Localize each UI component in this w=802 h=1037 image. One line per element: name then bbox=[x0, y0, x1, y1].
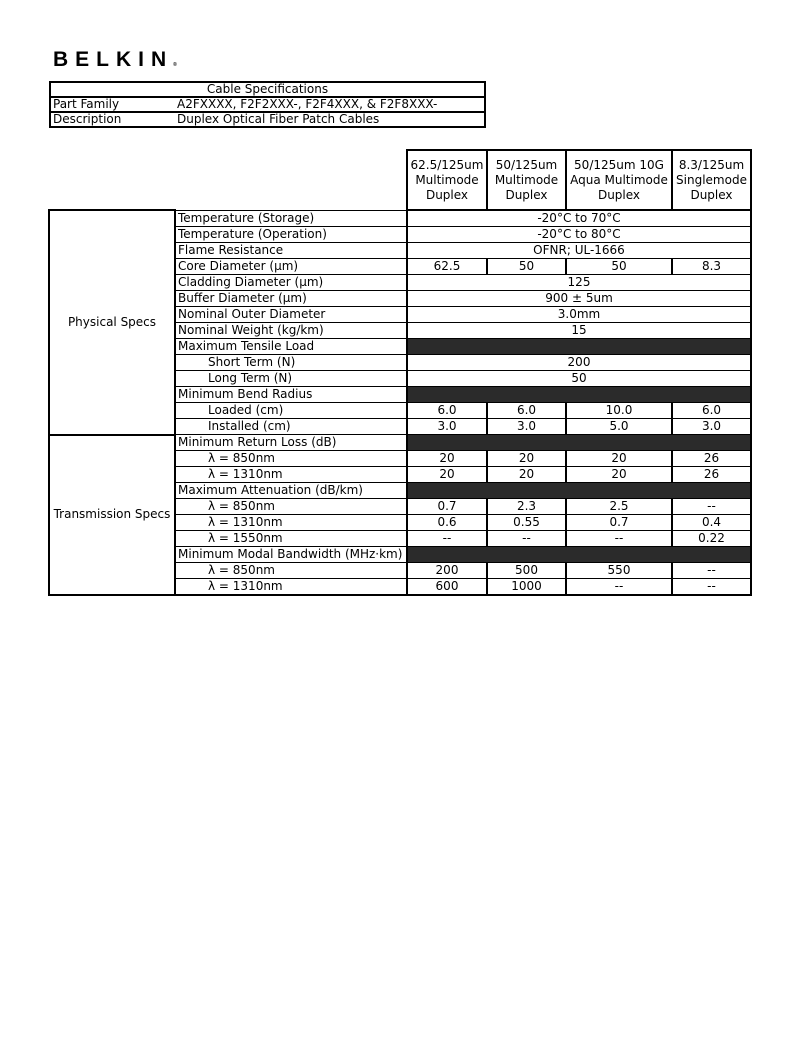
cell-value: 600 bbox=[407, 579, 487, 596]
cell-value: 3.0 bbox=[487, 419, 566, 435]
cell-value: 3.0 bbox=[672, 419, 751, 435]
row-label: Installed (cm) bbox=[175, 419, 407, 435]
row-label: λ = 1310nm bbox=[175, 579, 407, 596]
row-label: Temperature (Operation) bbox=[175, 227, 407, 243]
cell-value: 20 bbox=[566, 451, 672, 467]
section-label: Physical Specs bbox=[49, 210, 175, 435]
cell-value: 20 bbox=[407, 467, 487, 483]
cell-value: -- bbox=[672, 563, 751, 579]
cell-value: 0.7 bbox=[566, 515, 672, 531]
row-label: Minimum Modal Bandwidth (MHz·km) bbox=[175, 547, 407, 563]
cell-value: 1000 bbox=[487, 579, 566, 596]
cell-value: 62.5 bbox=[407, 259, 487, 275]
row-label: λ = 850nm bbox=[175, 451, 407, 467]
cell-value: 20 bbox=[487, 451, 566, 467]
belkin-logo: BELKIN® bbox=[53, 48, 177, 71]
cell-value: 20 bbox=[566, 467, 672, 483]
description-label: Description bbox=[50, 112, 175, 127]
row-label: Nominal Weight (kg/km) bbox=[175, 323, 407, 339]
cell-value: 2.5 bbox=[566, 499, 672, 515]
cell-value: 50 bbox=[487, 259, 566, 275]
row-label: Long Term (N) bbox=[175, 371, 407, 387]
cell-value: 6.0 bbox=[407, 403, 487, 419]
cell-value: 26 bbox=[672, 451, 751, 467]
cell-value: 5.0 bbox=[566, 419, 672, 435]
table-row bbox=[49, 210, 751, 227]
cell-value: 6.0 bbox=[487, 403, 566, 419]
spanning-value: 3.0mm bbox=[407, 307, 751, 323]
cell-value: 50 bbox=[566, 259, 672, 275]
row-label: λ = 850nm bbox=[175, 563, 407, 579]
row-label: Maximum Tensile Load bbox=[175, 339, 407, 355]
group-header-fill bbox=[407, 387, 751, 403]
group-header-fill bbox=[407, 547, 751, 563]
cell-value: -- bbox=[487, 531, 566, 547]
cell-value: -- bbox=[407, 531, 487, 547]
cell-value: 0.55 bbox=[487, 515, 566, 531]
row-label: λ = 1310nm bbox=[175, 467, 407, 483]
spanning-value: 200 bbox=[407, 355, 751, 371]
group-header-fill bbox=[407, 435, 751, 451]
cell-value: 0.7 bbox=[407, 499, 487, 515]
column-header: 50/125um 10G Aqua Multimode Duplex bbox=[566, 150, 672, 210]
column-header: 8.3/125um Singlemode Duplex bbox=[672, 150, 751, 210]
row-label: Short Term (N) bbox=[175, 355, 407, 371]
row-label: Loaded (cm) bbox=[175, 403, 407, 419]
section-label: Transmission Specs bbox=[49, 435, 175, 596]
cell-value: -- bbox=[566, 531, 672, 547]
cell-value: 0.6 bbox=[407, 515, 487, 531]
cell-value: 500 bbox=[487, 563, 566, 579]
row-label: λ = 1550nm bbox=[175, 531, 407, 547]
cell-value: -- bbox=[672, 579, 751, 596]
cell-value: 3.0 bbox=[407, 419, 487, 435]
group-header-fill bbox=[407, 339, 751, 355]
row-label: Maximum Attenuation (dB/km) bbox=[175, 483, 407, 499]
spanning-value: 900 ± 5um bbox=[407, 291, 751, 307]
spanning-value: -20°C to 70°C bbox=[407, 210, 751, 227]
spanning-value: 50 bbox=[407, 371, 751, 387]
spanning-value: OFNR; UL-1666 bbox=[407, 243, 751, 259]
cell-value: 200 bbox=[407, 563, 487, 579]
row-label: Buffer Diameter (µm) bbox=[175, 291, 407, 307]
blank-corner bbox=[49, 150, 407, 210]
cell-value: 0.4 bbox=[672, 515, 751, 531]
column-header: 50/125um Multimode Duplex bbox=[487, 150, 566, 210]
cell-value: 8.3 bbox=[672, 259, 751, 275]
cell-value: 26 bbox=[672, 467, 751, 483]
group-header-fill bbox=[407, 483, 751, 499]
cell-value: 10.0 bbox=[566, 403, 672, 419]
part-family-value: A2FXXXX, F2F2XXX-, F2F4XXX, & F2F8XXX- bbox=[175, 97, 485, 112]
row-label: Core Diameter (µm) bbox=[175, 259, 407, 275]
cell-value: 0.22 bbox=[672, 531, 751, 547]
row-label: Minimum Return Loss (dB) bbox=[175, 435, 407, 451]
cell-value: 6.0 bbox=[672, 403, 751, 419]
description-value: Duplex Optical Fiber Patch Cables bbox=[175, 112, 485, 127]
specifications-table bbox=[48, 149, 752, 596]
row-label: Cladding Diameter (µm) bbox=[175, 275, 407, 291]
column-header: 62.5/125um Multimode Duplex bbox=[407, 150, 487, 210]
spanning-value: 15 bbox=[407, 323, 751, 339]
cable-spec-header bbox=[49, 81, 486, 128]
cell-value: -- bbox=[566, 579, 672, 596]
row-label: λ = 1310nm bbox=[175, 515, 407, 531]
row-label: Flame Resistance bbox=[175, 243, 407, 259]
table-row bbox=[49, 435, 751, 451]
cell-value: 20 bbox=[407, 451, 487, 467]
cell-value: -- bbox=[672, 499, 751, 515]
cell-value: 550 bbox=[566, 563, 672, 579]
spanning-value: 125 bbox=[407, 275, 751, 291]
spanning-value: -20°C to 80°C bbox=[407, 227, 751, 243]
row-label: λ = 850nm bbox=[175, 499, 407, 515]
row-label: Temperature (Storage) bbox=[175, 210, 407, 227]
header-title: Cable Specifications bbox=[50, 82, 485, 97]
cell-value: 20 bbox=[487, 467, 566, 483]
cell-value: 2.3 bbox=[487, 499, 566, 515]
row-label: Nominal Outer Diameter bbox=[175, 307, 407, 323]
part-family-label: Part Family bbox=[50, 97, 175, 112]
row-label: Minimum Bend Radius bbox=[175, 387, 407, 403]
